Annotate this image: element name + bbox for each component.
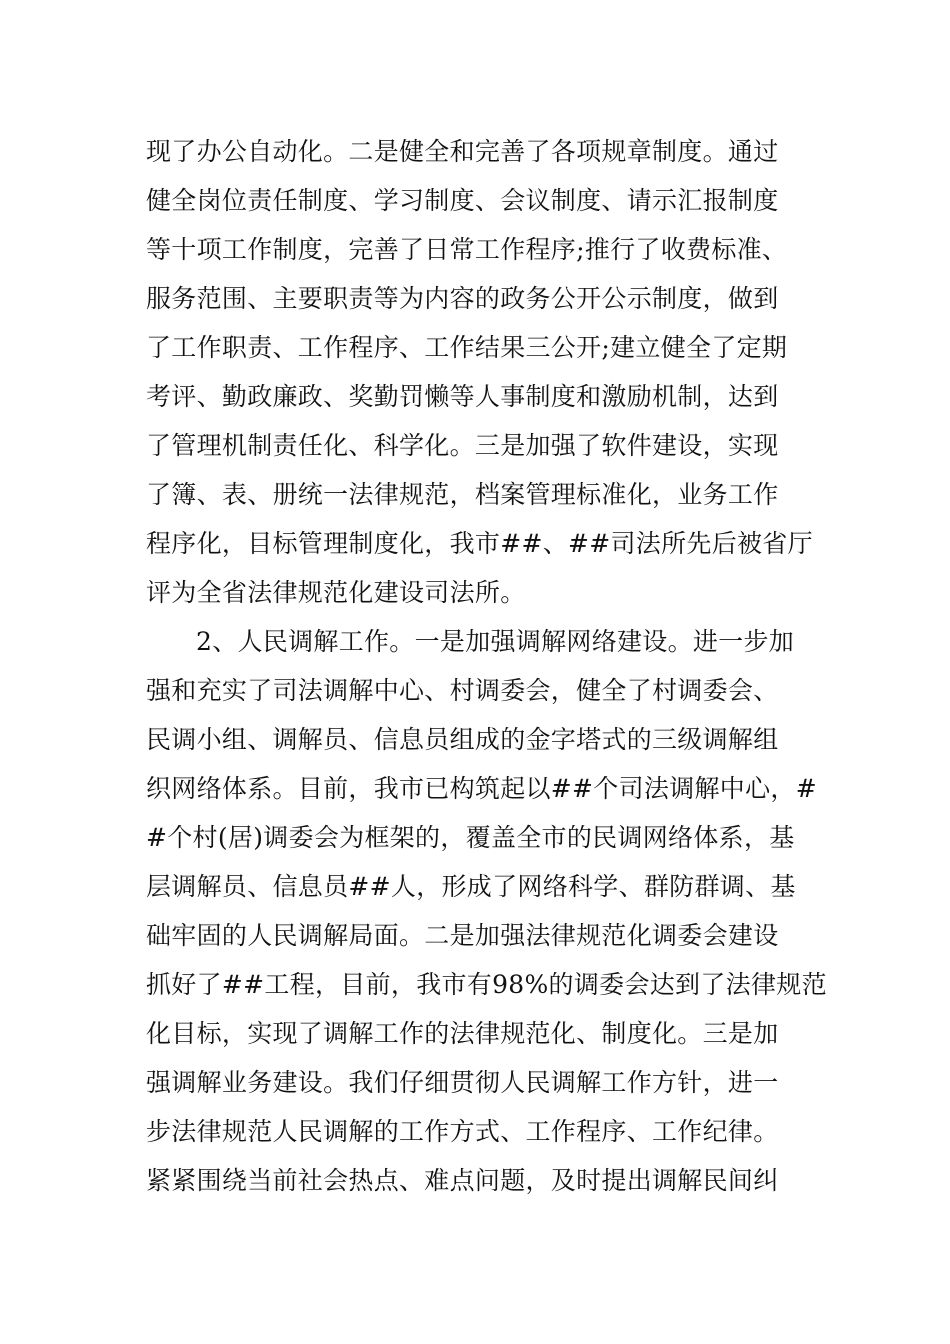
text-line: 民调小组、调解员、信息员组成的金字塔式的三级调解组 [146, 725, 779, 754]
text-line: 了簿、表、册统一法律规范，档案管理标准化，业务工作 [146, 480, 779, 509]
text-line: #个村(居)调委会为框架的，覆盖全市的民调网络体系，基 [146, 823, 795, 852]
text-line: 化目标，实现了调解工作的法律规范化、制度化。三是加 [146, 1019, 779, 1048]
text-line: 步法律规范人民调解的工作方式、工作程序、工作纪律。 [146, 1117, 779, 1146]
text-line: 程序化，目标管理制度化，我市##、##司法所先后被省厅 [146, 529, 813, 558]
text-line: 服务范围、主要职责等为内容的政务公开公示制度，做到 [146, 284, 779, 313]
text-line: 强和充实了司法调解中心、村调委会，健全了村调委会、 [146, 676, 779, 705]
text-line: 健全岗位责任制度、学习制度、会议制度、请示汇报制度 [146, 186, 779, 215]
text-line: 等十项工作制度，完善了日常工作程序;推行了收费标准、 [146, 235, 788, 264]
text-line: 础牢固的人民调解局面。二是加强法律规范化调委会建设 [146, 921, 779, 950]
text-line: 抓好了##工程，目前，我市有98%的调委会达到了法律规范 [146, 970, 827, 999]
text-line: 评为全省法律规范化建设司法所。 [146, 578, 526, 607]
text-line: 织网络体系。目前，我市已构筑起以##个司法调解中心，# [146, 774, 817, 803]
text-line: 了工作职责、工作程序、工作结果三公开;建立健全了定期 [146, 333, 788, 362]
text-line: 现了办公自动化。二是健全和完善了各项规章制度。通过 [146, 137, 779, 166]
text-line: 层调解员、信息员##人，形成了网络科学、群防群调、基 [146, 872, 796, 901]
text-line: 考评、勤政廉政、奖勤罚懒等人事制度和激励机制，达到 [146, 382, 779, 411]
document-body [146, 127, 826, 1205]
text-line: 强调解业务建设。我们仔细贯彻人民调解工作方针，进一 [146, 1068, 779, 1097]
text-line: 紧紧围绕当前社会热点、难点问题，及时提出调解民间纠 [146, 1166, 779, 1195]
text-line: 了管理机制责任化、科学化。三是加强了软件建设，实现 [146, 431, 779, 460]
paragraph-start-line: 2、人民调解工作。一是加强调解网络建设。进一步加 [196, 627, 795, 656]
